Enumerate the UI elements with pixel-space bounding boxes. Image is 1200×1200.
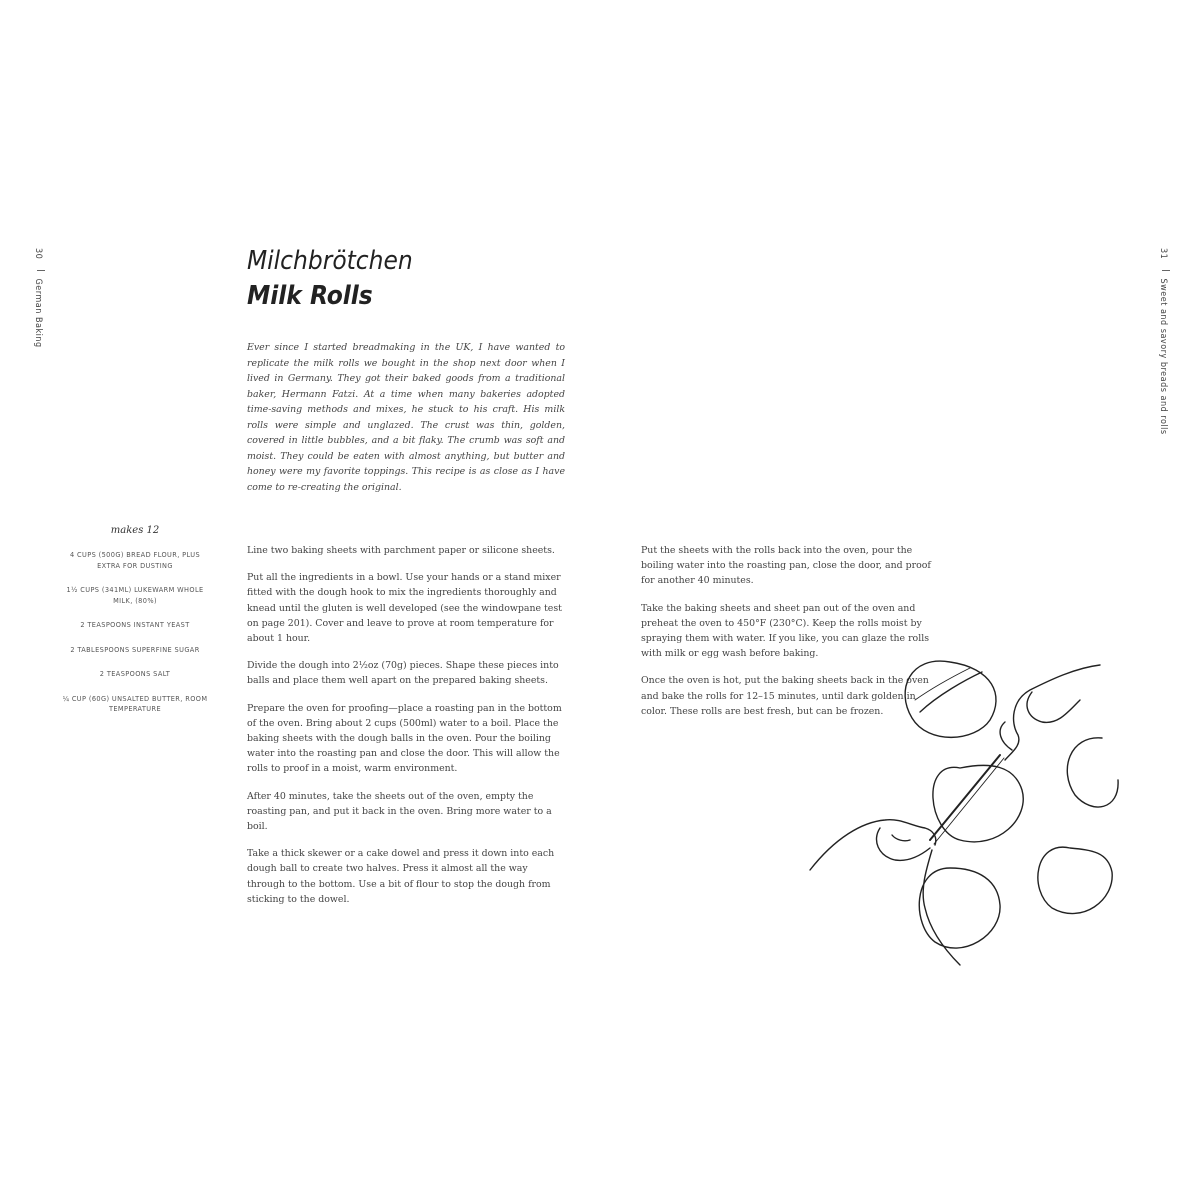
recipe-intro: Ever since I started breadmaking in the UK, I have wanted to replicate the milk rolls we bought in the shop next door when I lived in Germany. They got their baked goods from a traditional baker, Hermann Fatzi. At a time when many bakeries adopted time-saving methods and mixes, he stuck to his craft. His milk rolls were simple and unglazed. The crust was thin, golden, covered in little bubbles, and a bit flaky. The crumb was soft and moist. They could be eaten with almost anything, but butter and honey were my favorite toppings. This recipe is as close as I have come to re-creating the original. [247,342,565,493]
method-step: Take the baking sheets and sheet pan out of the oven and preheat the oven to 450°F (230°C). Keep the rolls moist by spraying them with water. If you like, you can glaze the rolls with milk or egg wash before baking. [641,602,930,660]
running-head-divider [1162,270,1170,271]
method-step: Take a thick skewer or a cake dowel and press it down into each dough ball to create two halves. Press it almost all the way through to the bottom. Use a bit of flour to stop the dough from sticking to the dowel. [247,848,555,905]
dough-rolls-illustration [800,650,1120,970]
method-step: Once the oven is hot, put the baking sheets back in the oven and bake the rolls for 12–15 minutes, until dark golden in color. These rolls are best fresh, but can be frozen. [641,675,929,717]
ingredient-item: 2 TEASPOONS INSTANT YEAST [80,620,190,629]
dough-roll [933,765,1023,842]
section-name-right: Sweet and savory breads and rolls [1158,278,1168,435]
method-step: Line two baking sheets with parchment paper or silicone sheets. [247,545,555,556]
running-head-right [1158,248,1170,435]
dough-roll [1067,738,1118,807]
dough-roll [919,868,1000,948]
running-head-left [33,248,45,348]
method-step: Put the sheets with the rolls back into the oven, pour the boiling water into the roasting pan, close the door, and proof for another 40 minutes. [641,545,931,587]
dough-roll [1038,847,1112,913]
recipe-title-german: Milchbrötchen [247,246,413,276]
hand [1005,665,1100,760]
ingredient-item: 2 TABLESPOONS SUPERFINE SUGAR [70,644,200,654]
method-step: Put all the ingredients in a bowl. Use your hands or a stand mixer fitted with the dough hook to mix the ingredients thoroughly and knead until the gluten is well developed (see the windowpane test on page 201). Cover and leave to prove at room temperature for about 1 hour. [247,572,562,645]
recipe-title-english: Milk Rolls [247,281,373,311]
method-step: Prepare the oven for proofing—place a roasting pan in the bottom of the oven. Bring about 2 cups (500ml) water to a boil. Place the baking sheets with the dough balls in the oven. Pour the boiling water into the roasting pan and close the door. This will allow the rolls to proof in a moist, warm environment. [247,702,562,775]
ingredient-item: 2 TEASPOONS SALT [99,669,171,678]
running-head-divider [37,270,45,271]
ingredient-item: 1½ CUPS (341ML) LUKEWARM WHOLE MILK, (80%) [66,585,204,605]
page-number-left: 30 [33,248,43,260]
method-column-left [247,543,565,919]
ingredient-item: 4 CUPS (500G) BREAD FLOUR, PLUS EXTRA FOR DUSTING [69,550,201,570]
recipe-yield: makes 12 [110,525,160,536]
hand [810,820,936,870]
section-name-left: German Baking [33,278,43,348]
ingredient-item: ¼ CUP (60G) UNSALTED BUTTER, ROOM TEMPERATURE [62,693,208,713]
method-step: Divide the dough into 2½oz (70g) pieces. Shape these pieces into balls and place them well apart on the prepared baking sheets. [247,660,559,687]
ingredient-list [60,550,210,729]
method-step: After 40 minutes, take the sheets out of the oven, empty the roasting pan, and put it back in the oven. Bring more water to a boil. [247,790,552,833]
page-number-right: 31 [1158,248,1168,260]
